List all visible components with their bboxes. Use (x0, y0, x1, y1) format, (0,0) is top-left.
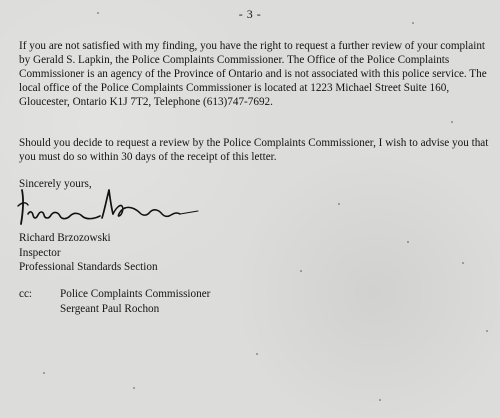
cc-recipient-list (60, 287, 210, 316)
signature-block (19, 231, 158, 275)
signer-section: Professional Standards Section (19, 261, 158, 273)
cc-recipient: Police Complaints Commissioner (60, 288, 211, 300)
page-number: - 3 - (238, 7, 262, 21)
signer-name: Richard Brzozowski (19, 232, 111, 244)
cc-recipient: Sergeant Paul Rochon (60, 302, 160, 315)
cc-label: cc: (19, 288, 33, 300)
closing: Sincerely yours, (19, 178, 92, 190)
paragraph-review-deadline: Should you decide to request a review by the Police Complaints Commissioner, I wish to advise you that you must do so within 30 days of the receipt of this letter. (19, 137, 489, 163)
signer-title: Inspector (19, 246, 61, 259)
paragraph-review-rights: If you are not satisfied with my finding, you have the right to request a further review of your complaint by Gerald S. Lapkin, the Police Complaints Commissioner. The Office of the Police Complaints Commissioner is an agency of the Province of Ontario and is not associated with this police service. The local office of the Police Complaints Commissioner is located at 1223 Michael Street Suite 160, Gloucester, Ontario K1J 7T2, Telephone (613)747-7692. (19, 40, 487, 108)
handwritten-signature (16, 184, 206, 230)
